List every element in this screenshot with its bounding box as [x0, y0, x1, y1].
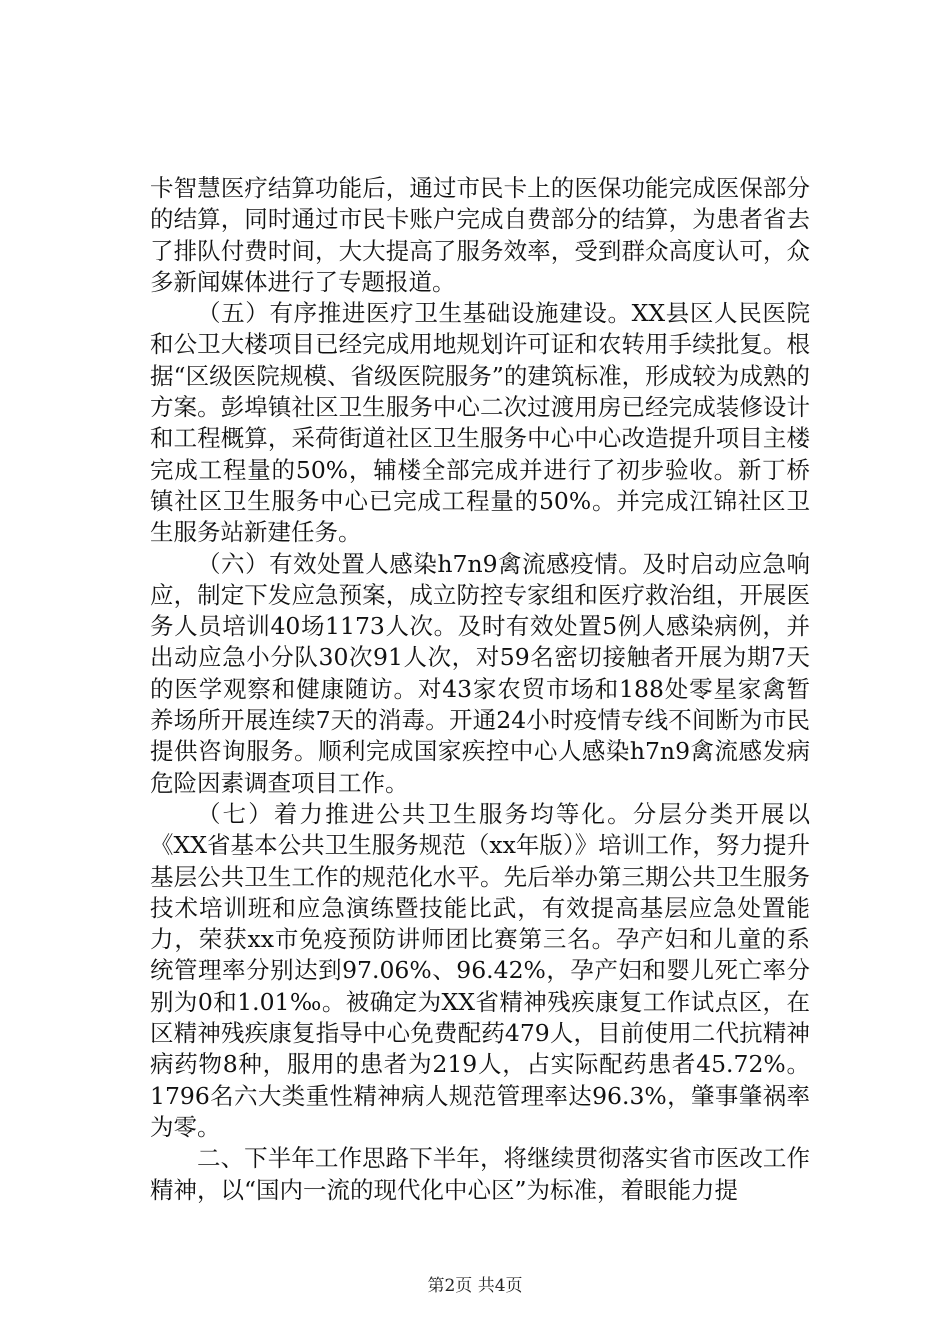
paragraph: 卡智慧医疗结算功能后，通过市民卡上的医保功能完成医保部分的结算，同时通过市民卡账户完成自费部分的结算，为患者省去了排队付费时间，大大提高了服务效率，受到群众高度认可，众多新闻媒体进行了专题报道。: [150, 174, 810, 296]
body-text: [150, 173, 810, 1206]
paragraph: （七）着力推进公共卫生服务均等化。分层分类开展以《XX省基本公共卫生服务规范（xx年版）》培训工作，努力提升基层公共卫生工作的规范化水平。先后举办第三期公共卫生服务技术培训班和应急演练暨技能比武，有效提高基层应急处置能力，荣获xx市免疫预防讲师团比赛第三名。孕产妇和儿童的系统管理率分别达到97.06%、96.42%，孕产妇和婴儿死亡率分别为0和1.01‰。被确定为XX省精神残疾康复工作试点区，在区精神残疾康复指导中心免费配药479人，目前使用二代抗精神病药物8种，服用的患者为219人，占实际配药患者45.72%。1796名六大类重性精神病人规范管理率达96.3%，肇事肇祸率为零。: [150, 799, 810, 1141]
paragraph: （六）有效处置人感染h7n9禽流感疫情。及时启动应急响应，制定下发应急预案，成立防控专家组和医疗救治组，开展医务人员培训40场1173人次。及时有效处置5例人感染病例，并出动应急小分队30次91人次，对59名密切接触者开展为期7天的医学观察和健康随访。对43家农贸市场和188处零星家禽暂养场所开展连续7天的消毒。开通24小时疫情专线不间断为市民提供咨询服务。顺利完成国家疾控中心人感染h7n9禽流感发病危险因素调查项目工作。: [150, 549, 810, 797]
page-footer: 第2页 共4页: [427, 1276, 523, 1296]
paragraph: 二、下半年工作思路下半年，将继续贯彻落实省市医改工作精神，以“国内一流的现代化中心区”为标准，着眼能力提: [150, 1144, 810, 1204]
paragraph: （五）有序推进医疗卫生基础设施建设。XX县区人民医院和公卫大楼项目已经完成用地规划许可证和农转用手续批复。根据“区级医院规模、省级医院服务”的建筑标准，形成较为成熟的方案。彭埠镇社区卫生服务中心二次过渡用房已经完成装修设计和工程概算，采荷街道社区卫生服务中心中心改造提升项目主楼完成工程量的50%，辅楼全部完成并进行了初步验收。新丁桥镇社区卫生服务中心已完成工程量的50%。并完成江锦社区卫生服务站新建任务。: [150, 299, 810, 547]
